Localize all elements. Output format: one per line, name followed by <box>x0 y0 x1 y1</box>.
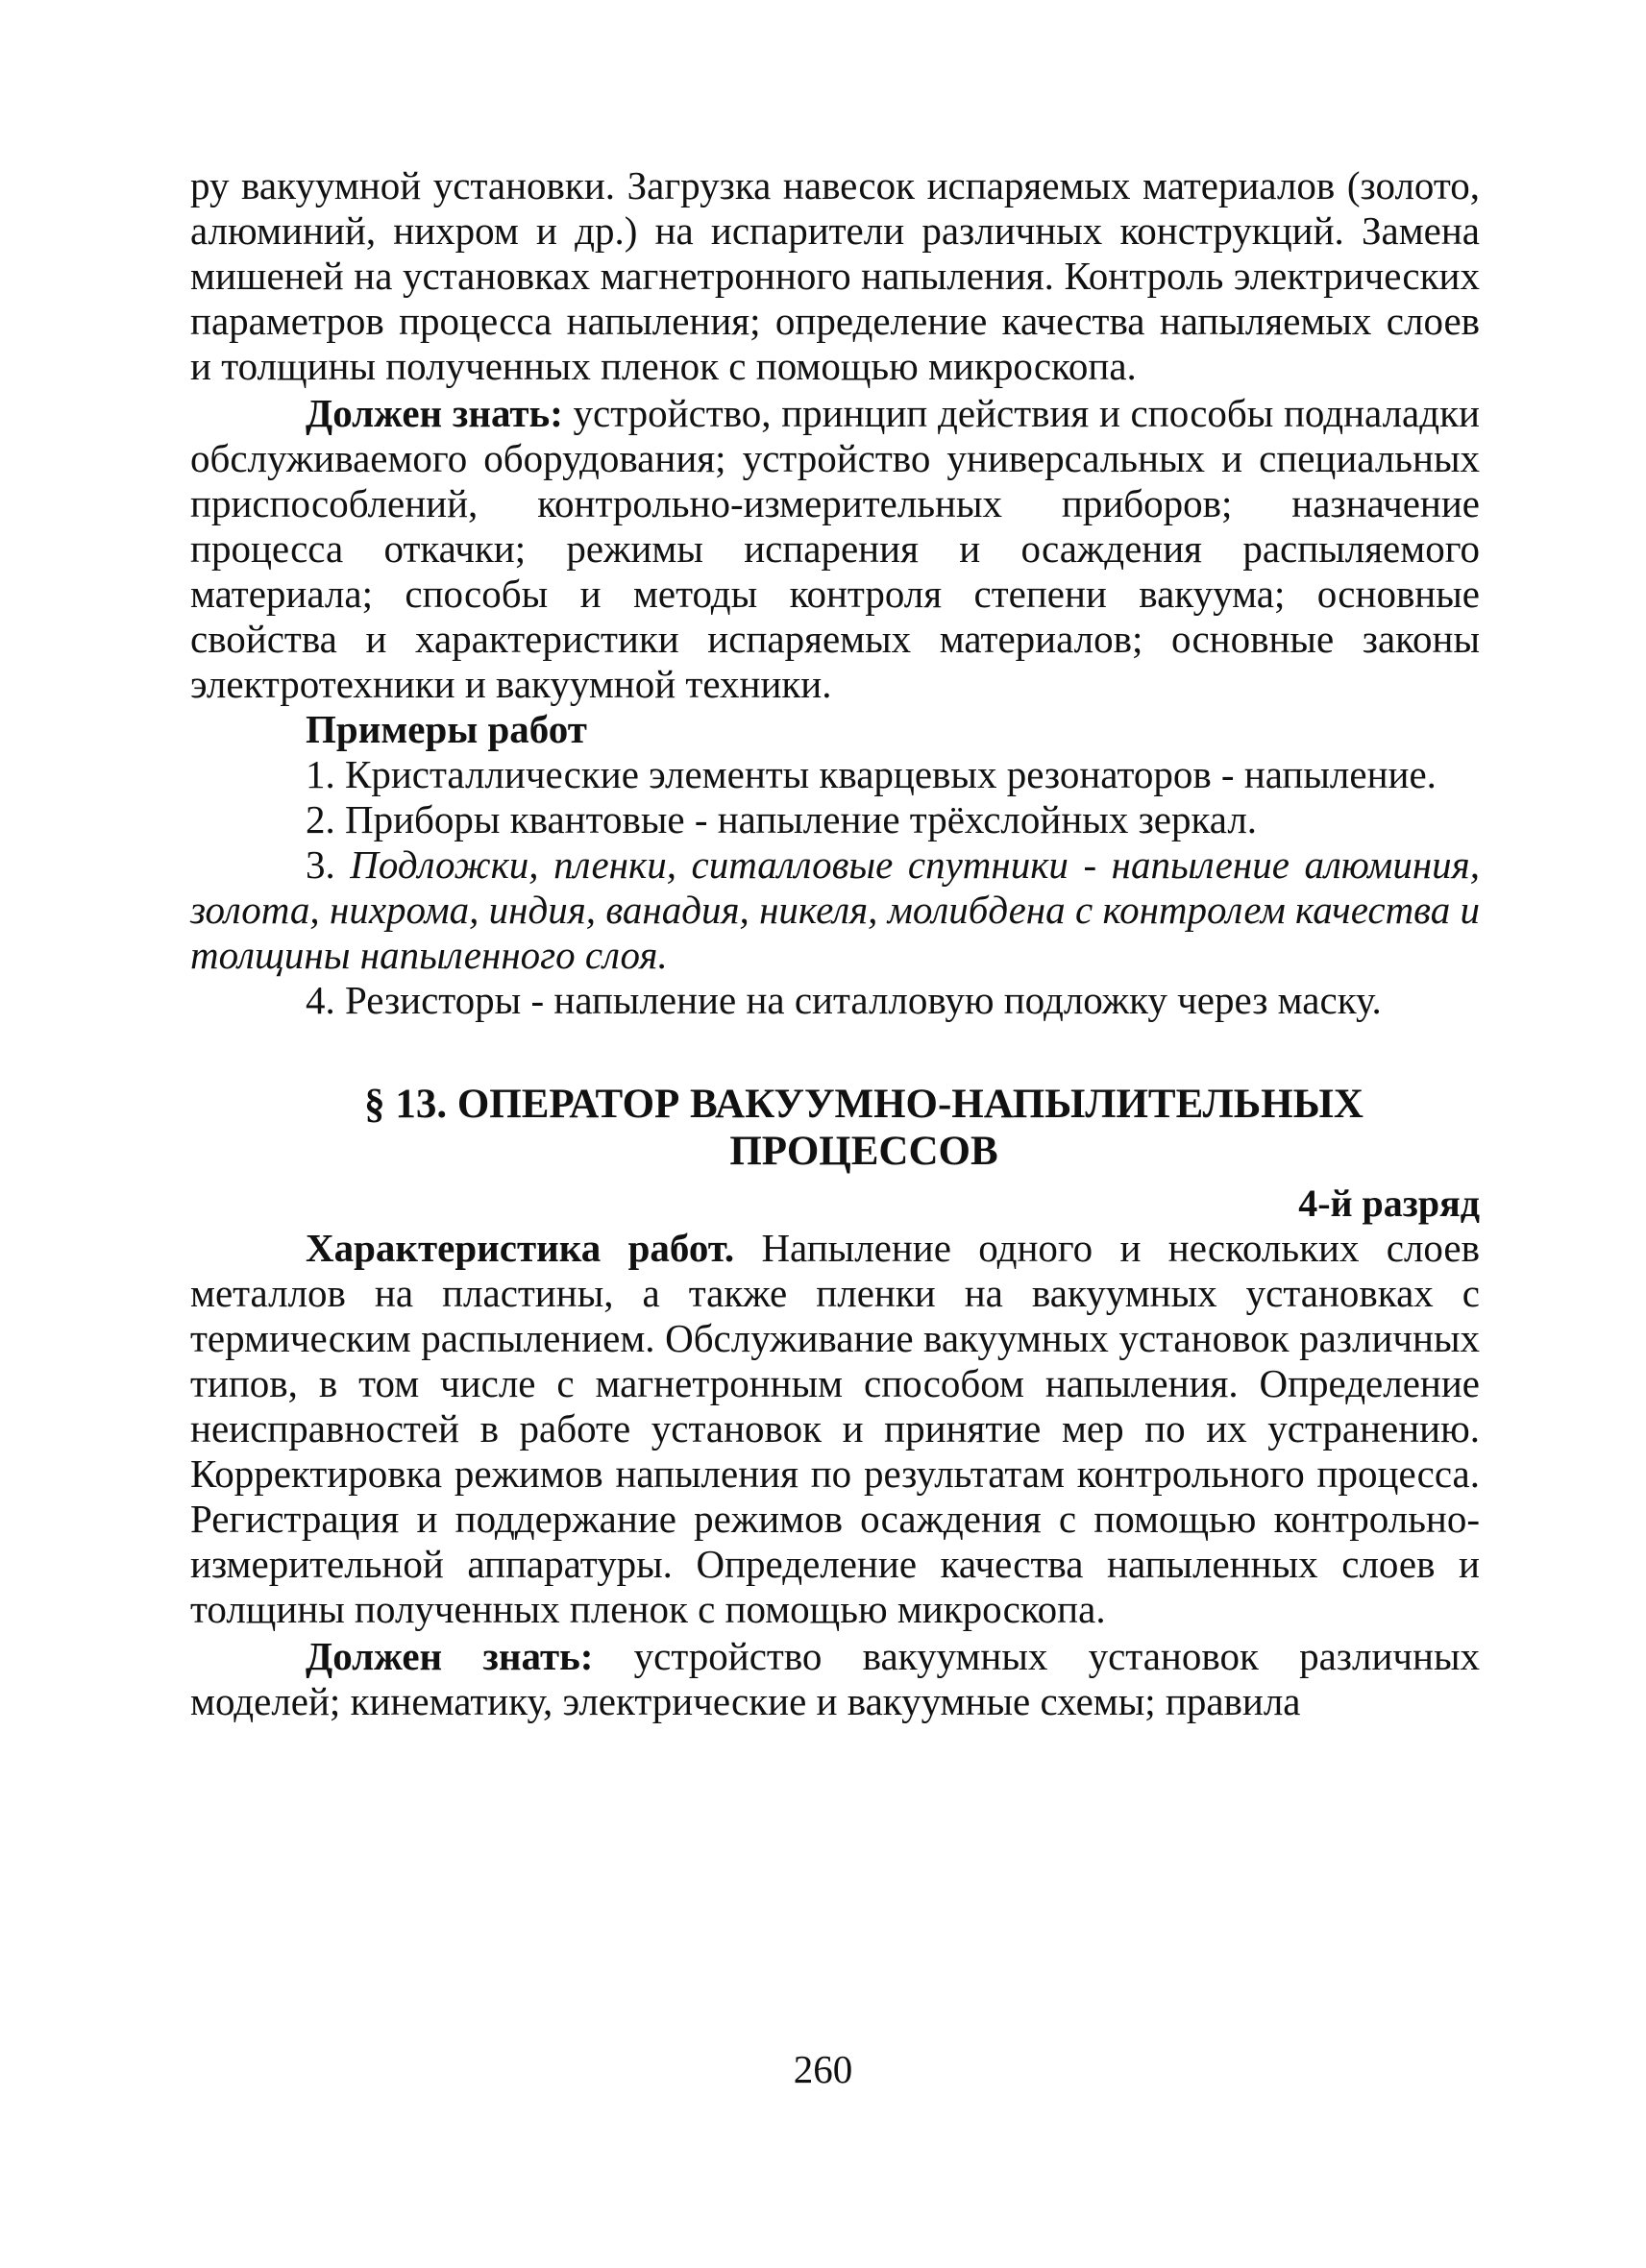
must-know-paragraph-2 <box>190 1634 1480 1724</box>
section-title <box>190 1081 1480 1175</box>
example-item <box>190 842 1480 978</box>
examples-heading: Примеры работ <box>306 707 587 751</box>
example-text: Подложки, пленки, ситалловые спутники - напыление алюминия, золота, нихрома, индия, ванадия, никеля, молибдена с контролем качества и толщины напыленного слоя. <box>190 842 1480 977</box>
rank-label: 4-й разряд <box>1298 1182 1480 1225</box>
example-number: 3. <box>306 842 335 887</box>
section-title-line-2: ПРОЦЕССОВ <box>729 1129 998 1174</box>
section-title-line-1: § 13. ОПЕРАТОР ВАКУУМНО-НАПЫЛИТЕЛЬНЫХ <box>364 1082 1363 1127</box>
example-item <box>190 978 1480 1023</box>
example-item <box>190 797 1480 842</box>
page-body <box>190 163 1480 1724</box>
example-number: 4. <box>306 978 335 1022</box>
must-know-label: Должен знать: <box>306 1634 594 1678</box>
page-number: 260 <box>793 2047 853 2091</box>
must-know-text: устройство, принцип действия и способы подналадки обслуживаемого оборудования; устройство универсальных и специальных приспособлений, контрольно-измерительных приборов; назначение процесса откачки; режимы испарения и осаждения распыляемого материала; способы и методы контроля степени вакуума; основные свойства и характеристики испаряемых материалов; основные законы электротехники и вакуумной техники. <box>190 391 1480 706</box>
example-item <box>190 752 1480 797</box>
continued-paragraph: ру вакуумной установки. Загрузка навесок испаряемых материалов (золото, алюминий, нихром и др.) на испарители различных конструкций. Замена мишеней на установках магнетронного напыления. Контроль электрических параметров процесса напыления; определение качества напыляемых слоев и толщины полученных пленок с помощью микроскопа. <box>190 163 1480 388</box>
work-characteristics-label: Характеристика работ. <box>306 1226 735 1270</box>
example-number: 1. <box>306 752 335 796</box>
example-text: Кристаллические элементы кварцевых резонаторов - напыление. <box>334 752 1437 796</box>
must-know-label: Должен знать: <box>306 391 563 435</box>
must-know-paragraph-1 <box>190 391 1480 707</box>
work-characteristics-text: Напыление одного и нескольких слоев металлов на пластины, а также пленки на вакуумных установках с термическим распылением. Обслуживание вакуумных установок различных типов, в том числе с магнетронным способом напыления. Определение неисправностей в работе установок и принятие мер по их устранению. Корректировка режимов напыления по результатам контрольного процесса. Регистрация и поддержание режимов осаждения с помощью контрольно-измерительной аппаратуры. Определение качества напыленных слоев и толщины полученных пленок с помощью микроскопа. <box>190 1226 1480 1631</box>
example-text: Резисторы - напыление на ситалловую подложку через маску. <box>334 978 1382 1022</box>
example-text: Приборы квантовые - напыление трёхслойных зеркал. <box>334 797 1258 841</box>
must-know-text: устройство вакуумных установок различных моделей; кинематику, электрические и вакуумные схемы; правила <box>190 1634 1480 1723</box>
work-characteristics-paragraph <box>190 1226 1480 1632</box>
example-number: 2. <box>306 797 335 841</box>
